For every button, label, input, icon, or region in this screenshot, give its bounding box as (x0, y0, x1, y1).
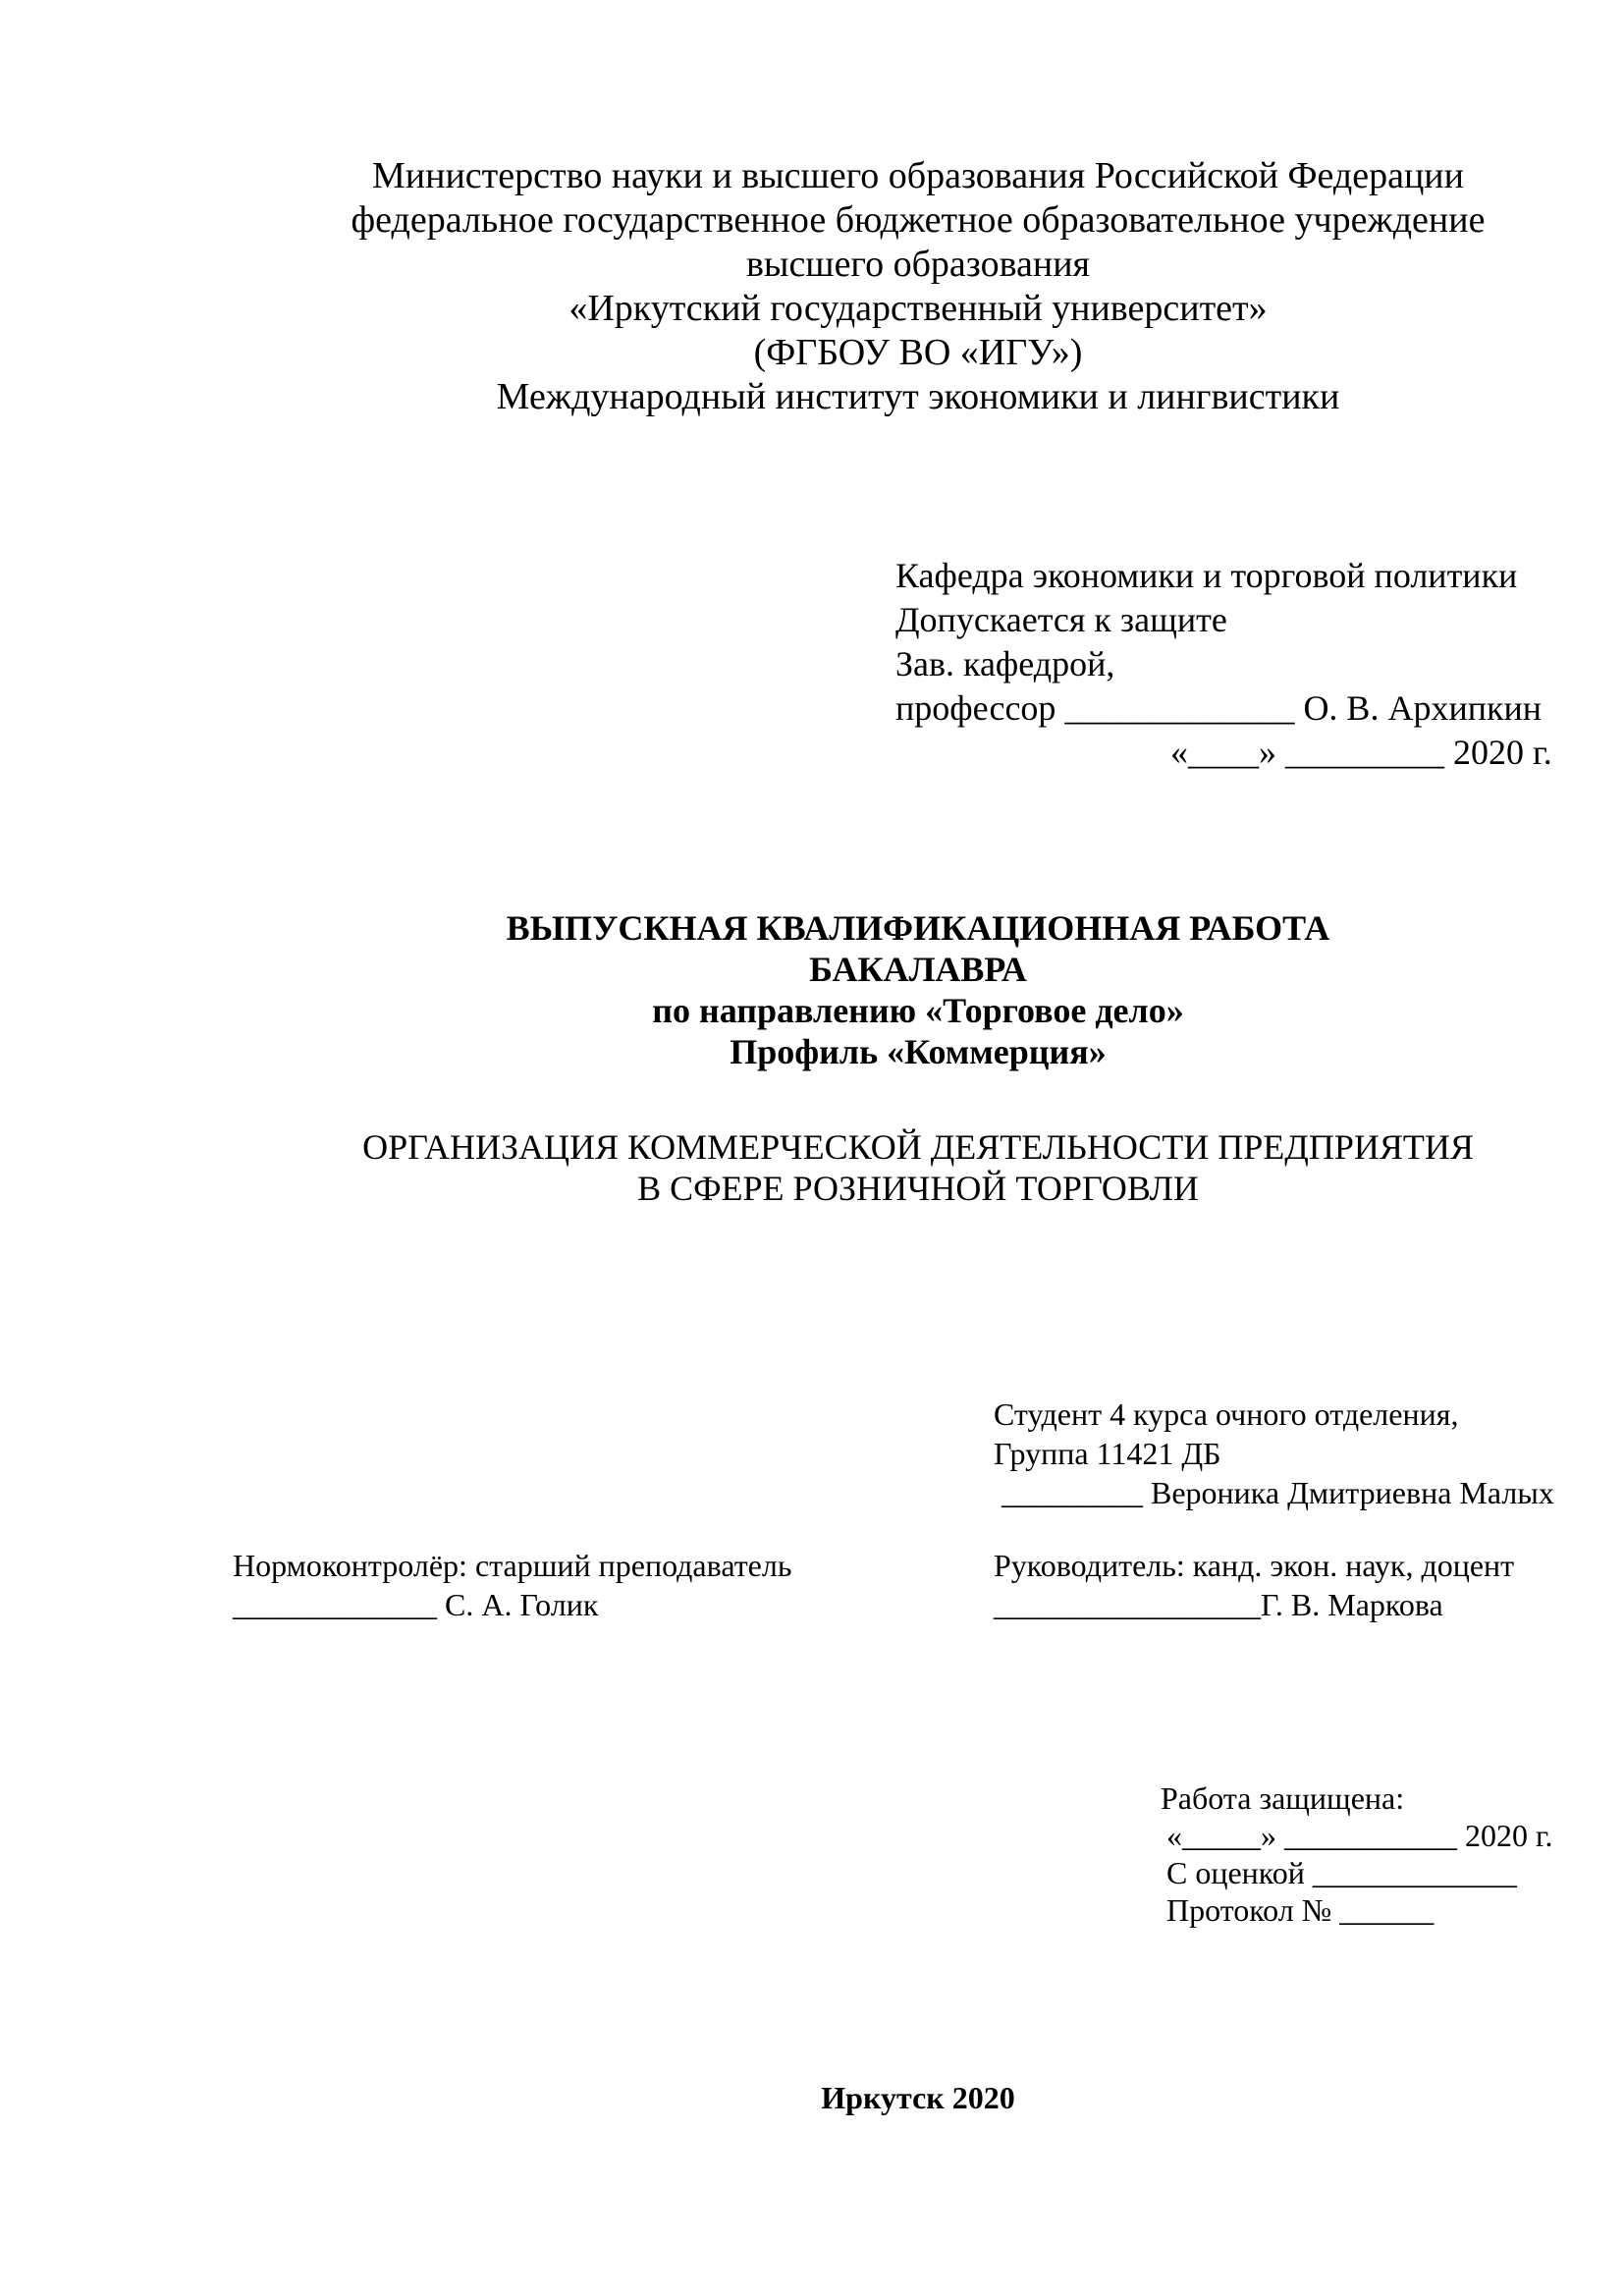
head-title: Зав. кафедрой, (895, 644, 1115, 683)
profile-line: Профиль «Коммерция» (730, 1032, 1107, 1071)
university-abbr-line: (ФГБОУ ВО «ИГУ») (753, 332, 1083, 373)
topic-line-1: ОРГАНИЗАЦИЯ КОММЕРЧЕСКОЙ ДЕЯТЕЛЬНОСТИ ПРЕДПРИЯТИЯ (362, 1127, 1474, 1167)
defense-date: «_____» ___________ 2020 г. (1166, 1818, 1553, 1853)
institute-line: Международный институт экономики и лингвистики (496, 376, 1340, 417)
defense-protocol: Протокол № ______ (1166, 1892, 1435, 1928)
city-year: Иркутск 2020 (821, 2080, 1015, 2115)
student-course: Студент 4 курса очного отделения, (994, 1396, 1459, 1432)
defense-label: Работа защищена: (1161, 1780, 1405, 1816)
thesis-topic (226, 1129, 1610, 1212)
supervisor-title: Руководитель: канд. экон. наук, доцент (994, 1548, 1515, 1583)
student-block (994, 1398, 1554, 1516)
approval-date-line (895, 735, 1552, 779)
institution-header (226, 157, 1610, 422)
normocontroller-title: Нормоконтролёр: старший преподаватель (233, 1548, 792, 1583)
student-signature: _________ Вероника Дмитриевна Малых (994, 1475, 1554, 1510)
professor-name: О. В. Архипкин (1303, 688, 1542, 728)
day-blank: ____ (1188, 733, 1259, 772)
normocontroller-block (233, 1550, 791, 1628)
work-title-block (226, 910, 1610, 1075)
education-level-line: высшего образования (745, 244, 1091, 285)
normocontroller-signature: _____________ С. А. Голик (233, 1587, 599, 1622)
professor-signature-blank: _____________ (1064, 688, 1295, 728)
month-blank: _________ (1285, 733, 1444, 772)
open-quote: « (1170, 733, 1188, 772)
university-name-line: «Иркутский государственный университет» (568, 288, 1268, 329)
defense-grade: С оценкой _____________ (1166, 1855, 1517, 1890)
student-group: Группа 11421 ДБ (994, 1436, 1221, 1471)
topic-line-2: В СФЕРЕ РОЗНИЧНОЙ ТОРГОВЛИ (637, 1169, 1199, 1208)
approval-block (895, 558, 1552, 779)
supervisor-block (994, 1550, 1514, 1628)
approval-year: 2020 г. (1453, 733, 1552, 772)
work-type-line: ВЫПУСКНАЯ КВАЛИФИКАЦИОННАЯ РАБОТА (506, 908, 1330, 948)
city-year-footer (226, 2082, 1610, 2113)
institution-type-line: федеральное государственное бюджетное образовательное учреждение (351, 199, 1486, 241)
professor-signature-line (895, 690, 1552, 735)
admitted-label: Допускается к защите (895, 600, 1227, 639)
degree-line: БАКАЛАВРА (809, 950, 1027, 989)
ministry-line: Министерство науки и высшего образования Российской Федерации (372, 155, 1464, 196)
defense-block (1161, 1782, 1553, 1932)
department-name: Кафедра экономики и торговой политики (895, 556, 1518, 595)
direction-line: по направлению «Торговое дело» (652, 991, 1184, 1030)
close-quote: » (1259, 733, 1276, 772)
professor-prefix: профессор (895, 688, 1056, 728)
supervisor-signature: _________________Г. В. Маркова (994, 1587, 1443, 1622)
